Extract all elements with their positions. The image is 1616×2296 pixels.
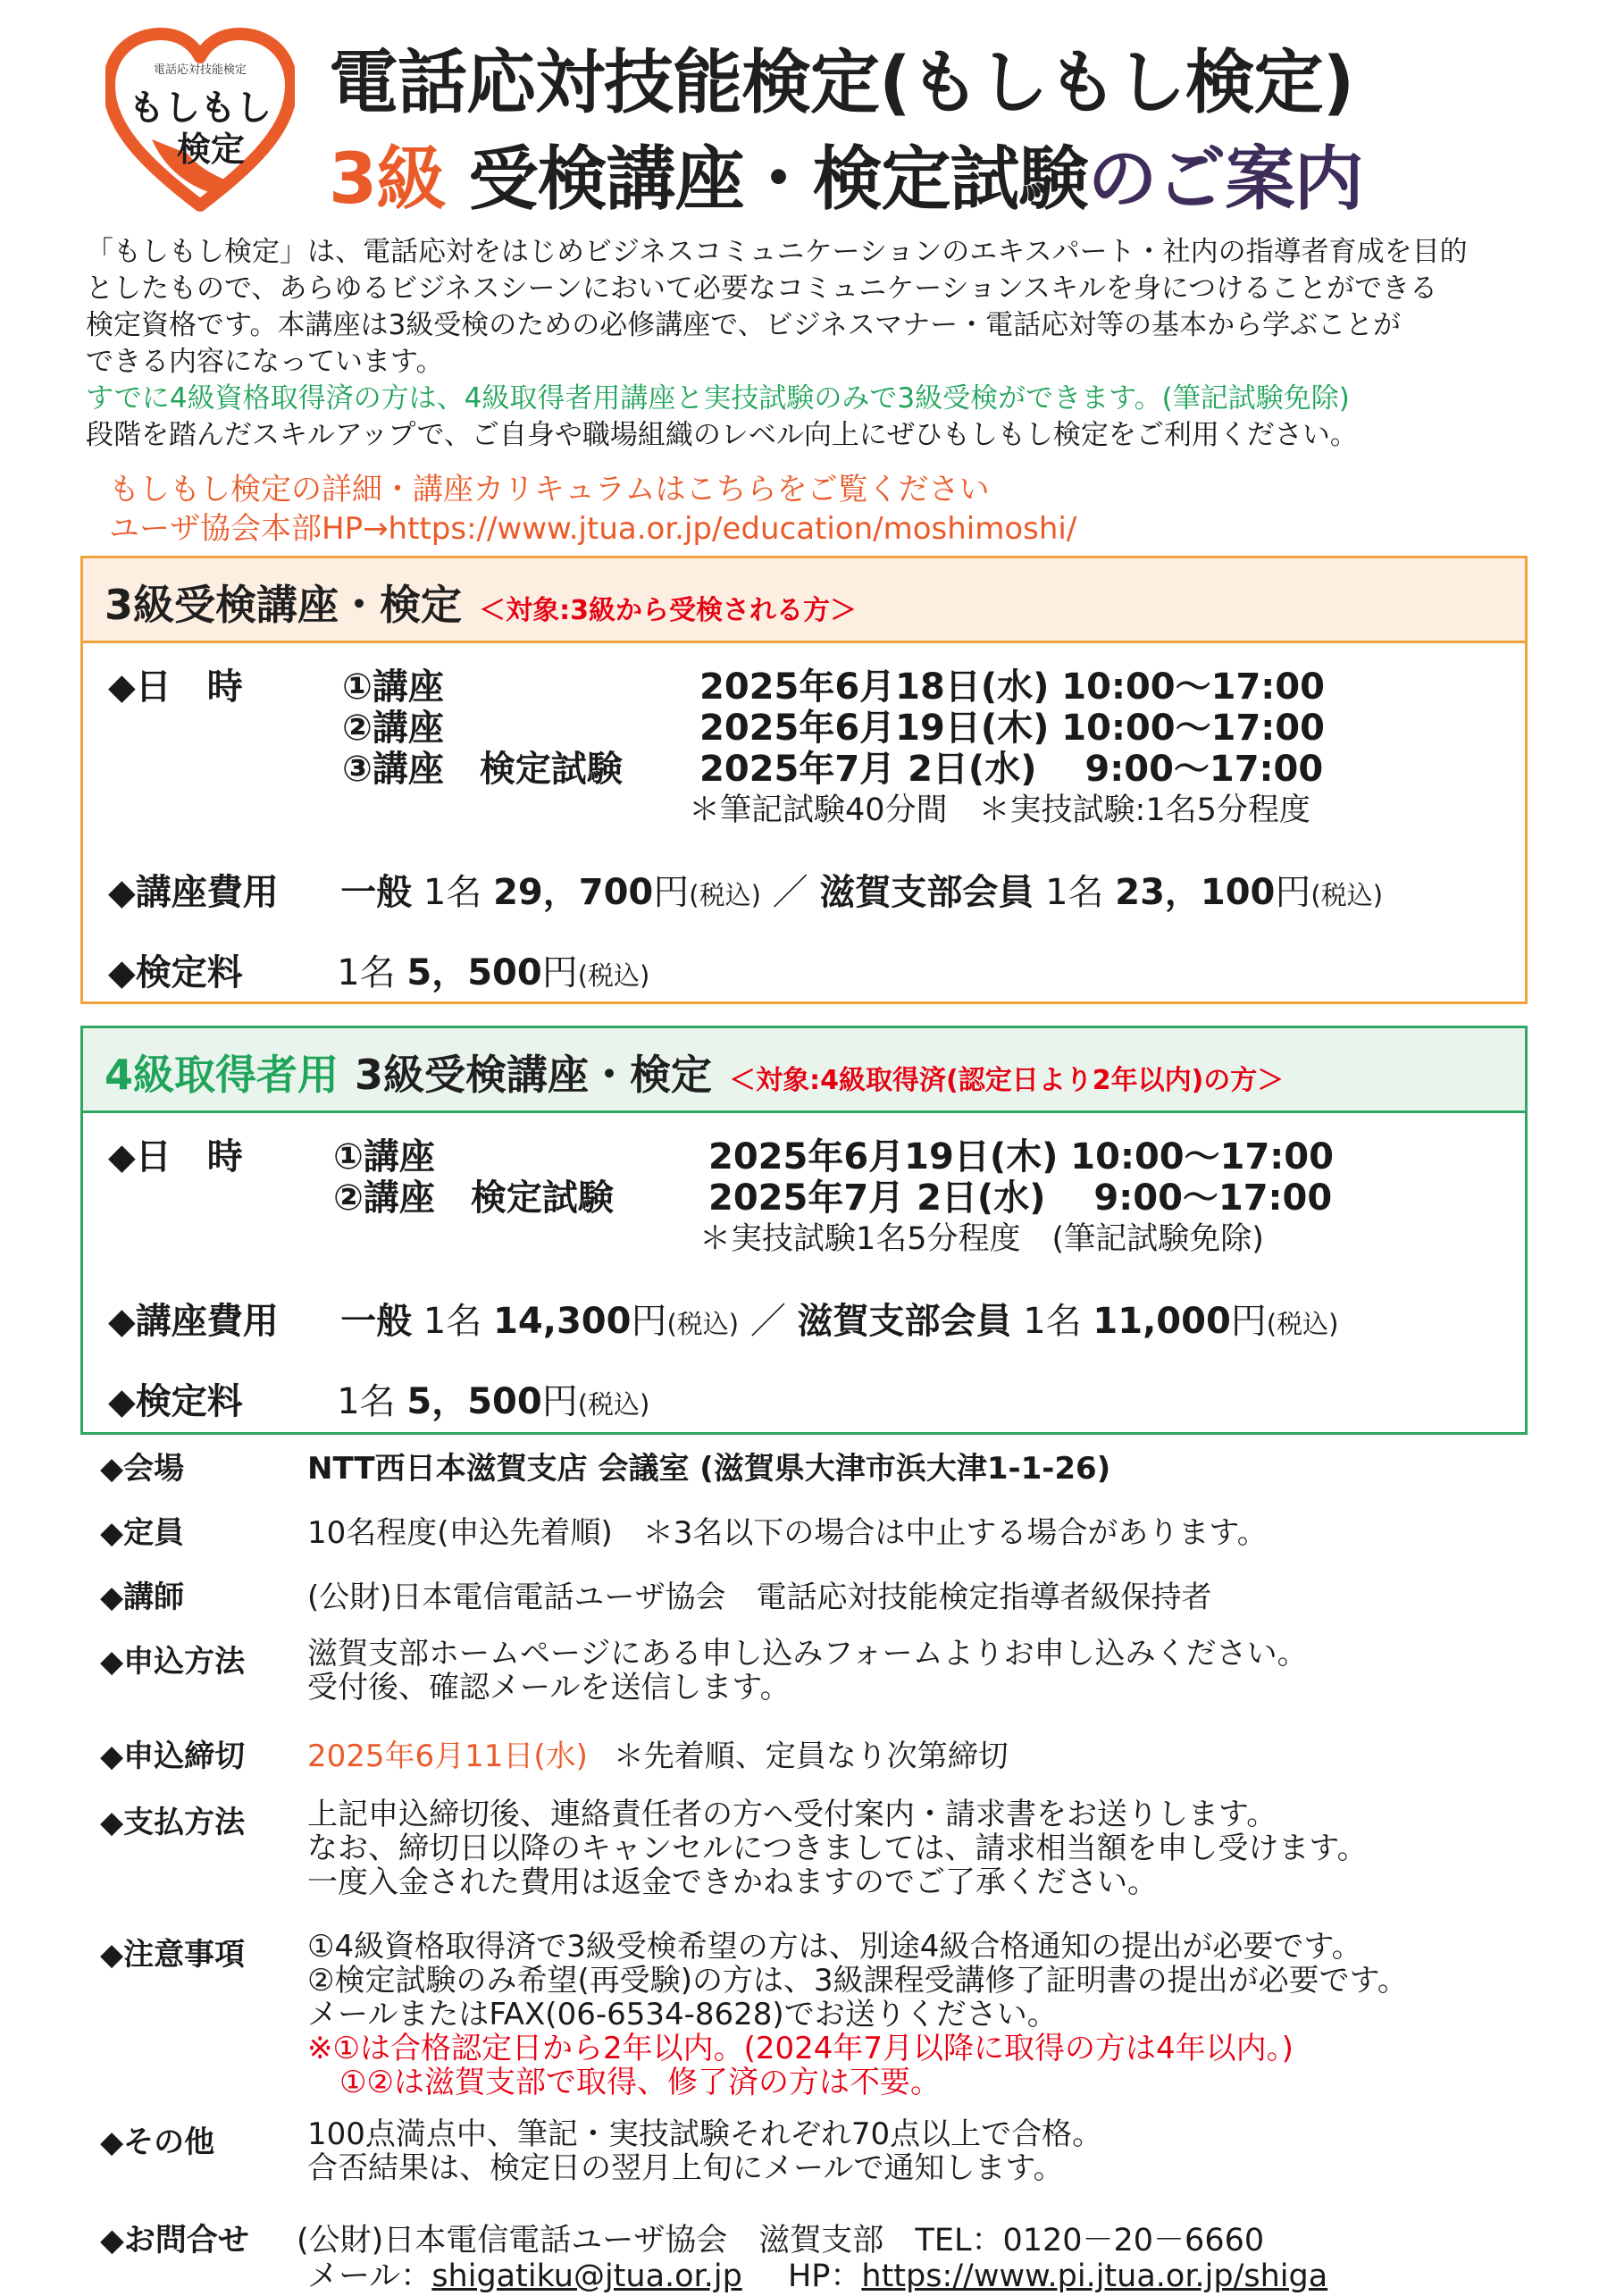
fee-member-count: 1名: [1045, 872, 1104, 913]
notes-line: ②検定試験のみ希望(再受験)の方は、3級課程受講修了証明書の提出が必要です。: [307, 1963, 1408, 1999]
exam-fee-amount: 5，500: [406, 1381, 542, 1422]
contact-mail-link[interactable]: shigatiku@jtua.or.jp: [431, 2258, 742, 2294]
intro-green-line: すでに4級資格取得済の方は、4級取得者用講座と実技試験のみで3級受検ができます。(筆記試験免除): [86, 382, 1350, 415]
fee-member-label: 滋賀支部会員: [819, 872, 1034, 913]
contact-tel: TEL：0120－20－6660: [915, 2223, 1265, 2258]
session-note: ＊実技試験1名5分程度 (筆記試験免除): [699, 1221, 1264, 1257]
fee-general-count: 1名: [423, 1301, 482, 1342]
exam-fee-count: 1名: [337, 1381, 396, 1422]
session-date: 2025年6月19日(木) 10:00～17:00: [699, 708, 1325, 749]
grade4-holder-course-title: 3級受検講座・検定: [355, 1051, 713, 1099]
session-date: 2025年6月19日(木) 10:00～17:00: [708, 1136, 1334, 1177]
contact-hp-link[interactable]: https://www.pi.jtua.or.jp/shiga: [861, 2258, 1328, 2294]
notes-line: メールまたはFAX(06-6534-8628)でお送りください。: [307, 1997, 1058, 2032]
link-caption: もしもし検定の詳細・講座カリキュラムはこちらをご覧ください: [109, 472, 990, 507]
fee-separator: ／: [749, 1301, 786, 1342]
moshimoshi-logo: [105, 27, 295, 216]
exam-fee-row: [108, 944, 649, 995]
grade3-course-box: [80, 556, 1528, 1004]
fee-separator: ／: [772, 872, 808, 913]
link-block: [109, 470, 1076, 549]
fee-label: ◆講座費用: [108, 1301, 279, 1342]
instructor-value: (公財)日本電信電話ユーザ協会 電話応対技能検定指導者級保持者: [307, 1580, 1212, 1615]
intro-text: [86, 234, 1551, 454]
title-main: 受検講座・検定試験: [468, 139, 1088, 220]
fee-row: [108, 864, 1383, 915]
payment-line: なお、締切日以降のキャンセルにつきましては、請求相当額を申し受けます。: [307, 1831, 1368, 1866]
other-label-row: [100, 2117, 307, 2161]
exam-fee-row: [108, 1373, 649, 1424]
intro-line: できる内容になっています。: [86, 346, 444, 378]
apply-line: 滋賀支部ホームページにある申し込みフォームよりお申し込みください。: [307, 1636, 1308, 1672]
logo-small-text: 電話応対技能検定: [153, 63, 247, 77]
other-label: ◆その他: [100, 2124, 215, 2160]
intro-line: としたもので、あらゆるビジネスシーンにおいて必要なコミュニケーションスキルを身につけることができる: [86, 272, 1438, 305]
session-date: 2025年7月 2日(水) 9:00～17:00: [699, 749, 1324, 790]
payment-body: [307, 1797, 1368, 1899]
payment-label-row: [100, 1797, 307, 1841]
title-tail: のご案内: [1087, 139, 1363, 220]
fee-general-label: 一般: [340, 1301, 413, 1342]
apply-body: [307, 1637, 1308, 1705]
venue-row: [100, 1444, 1110, 1487]
payment-line: 上記申込締切後、連絡責任者の方へ受付案内・請求書をお送りします。: [307, 1797, 1277, 1832]
grade4-holder-course-header: [83, 1028, 1525, 1113]
notes-label: ◆注意事項: [100, 1937, 246, 1973]
link-url[interactable]: ユーザ協会本部HP→https://www.jtua.or.jp/education/moshimoshi/: [109, 511, 1077, 547]
yen-unit: 円: [1230, 1301, 1267, 1342]
apply-label: ◆申込方法: [100, 1644, 246, 1680]
tax-note: (税込): [1266, 1309, 1339, 1339]
fee-general-label: 一般: [340, 872, 413, 913]
title-level: 3級: [329, 139, 446, 220]
yen-unit: 円: [541, 1381, 578, 1422]
tax-note: (税込): [689, 880, 761, 910]
capacity-row: [100, 1508, 1268, 1552]
logo-line1: もしもし: [129, 88, 272, 129]
logo-line2: 検定: [176, 130, 246, 169]
fee-member-label: 滋賀支部会員: [797, 1301, 1012, 1342]
capacity-label: ◆定員: [100, 1515, 185, 1551]
grade4-holder-course-target: ＜対象:4級取得済(認定日より2年以内)の方＞: [729, 1065, 1285, 1096]
apply-label-row: [100, 1637, 307, 1680]
instructor-label: ◆講師: [100, 1580, 185, 1615]
exam-fee-amount: 5，500: [406, 952, 542, 993]
grade3-course-header: [83, 558, 1525, 643]
contact-org: (公財)日本電信電話ユーザ協会 滋賀支部: [297, 2223, 884, 2258]
fee-member-count: 1名: [1023, 1301, 1082, 1342]
exam-fee-label: ◆検定料: [108, 1381, 243, 1422]
date-label: ◆日 時: [108, 1136, 243, 1177]
instructor-row: [100, 1572, 1212, 1616]
fee-member-amount: 11,000: [1093, 1301, 1231, 1342]
tax-note: (税込): [1310, 880, 1384, 910]
tax-note: (税込): [577, 960, 650, 991]
contact-row-2: [307, 2251, 1327, 2296]
tax-note: (税込): [666, 1309, 740, 1339]
yen-unit: 円: [631, 1301, 667, 1342]
intro-line: 「もしもし検定」は、電話応対をはじめビジネスコミュニケーションのエキスパート・社内の指導者育成を目的: [86, 236, 1468, 268]
exam-fee-label: ◆検定料: [108, 952, 243, 993]
other-line: 100点満点中、筆記・実技試験それぞれ70点以上で合格。: [307, 2116, 1103, 2152]
grade4-holder-label: 4級取得者用: [105, 1051, 339, 1099]
contact-hp-label: HP：: [787, 2258, 862, 2294]
deadline-row: [100, 1731, 1009, 1775]
fee-general-count: 1名: [423, 872, 482, 913]
fee-label: ◆講座費用: [108, 872, 279, 913]
session-note: ＊筆記試験40分間 ＊実技試験:1名5分程度: [689, 792, 1310, 828]
deadline-label: ◆申込締切: [100, 1739, 246, 1774]
session-name: ②講座 検定試験: [333, 1177, 614, 1219]
venue-label: ◆会場: [100, 1451, 185, 1487]
session-date: 2025年7月 2日(水) 9:00～17:00: [708, 1177, 1333, 1219]
apply-line: 受付後、確認メールを送信します。: [307, 1670, 791, 1705]
other-line: 合否結果は、検定日の翌月上旬にメールで通知します。: [307, 2150, 1064, 2186]
exam-fee-count: 1名: [337, 952, 396, 993]
notes-body: [307, 1930, 1408, 2099]
deadline-date: 2025年6月11日(水): [307, 1739, 588, 1774]
session-name: ③講座 検定試験: [342, 749, 623, 790]
intro-line: 検定資格です。本講座は3級受検のための必修講座で、ビジネスマナー・電話応対等の基本から学ぶことが: [86, 309, 1402, 341]
yen-unit: 円: [1275, 872, 1311, 913]
session-name: ①講座: [342, 666, 444, 708]
grade3-course-target: ＜対象:3級から受検される方＞: [479, 595, 857, 626]
session-name: ②講座: [342, 708, 444, 749]
page-title-line1: 電話応対技能検定(もしもし検定): [329, 43, 1354, 123]
deadline-note: ＊先着順、定員なり次第締切: [613, 1739, 1009, 1774]
grade3-course-title: 3級受検講座・検定: [105, 581, 463, 629]
notes-label-row: [100, 1930, 307, 1973]
intro-last-line: 段階を踏んだスキルアップで、ご自身や職場組織のレベル向上にぜひもしもし検定をご利用ください。: [86, 419, 1358, 451]
grade4-holder-course-box: [80, 1026, 1528, 1435]
fee-row: [108, 1293, 1338, 1344]
other-body: [307, 2117, 1102, 2185]
contact-mail-label: メール：: [307, 2258, 432, 2294]
date-label: ◆日 時: [108, 666, 243, 708]
capacity-value: 10名程度(申込先着順) ＊3名以下の場合は中止する場合があります。: [307, 1515, 1268, 1551]
payment-line: 一度入金された費用は返金できかねますのでご了承ください。: [307, 1864, 1158, 1900]
session-date: 2025年6月18日(水) 10:00～17:00: [699, 666, 1325, 708]
contact-label: ◆お問合せ: [100, 2223, 249, 2258]
yen-unit: 円: [541, 952, 578, 993]
notes-line: ①4級資格取得済で3級受検希望の方は、別途4級合格通知の提出が必要です。: [307, 1929, 1362, 1965]
fee-general-amount: 29，700: [493, 872, 654, 913]
session-name: ①講座: [333, 1136, 435, 1177]
notes-red-line: ①②は滋賀支部で取得、修了済の方は不要。: [339, 2065, 941, 2100]
venue-value: NTT西日本滋賀支店 会議室 (滋賀県大津市浜大津1-1-26): [307, 1451, 1111, 1487]
payment-label: ◆支払方法: [100, 1805, 246, 1840]
fee-general-amount: 14,300: [493, 1301, 632, 1342]
tax-note: (税込): [577, 1389, 650, 1420]
yen-unit: 円: [653, 872, 690, 913]
fee-member-amount: 23，100: [1115, 872, 1276, 913]
page-title-line2: [329, 123, 1362, 223]
notes-red-line: ※①は合格認定日から2年以内。(2024年7月以降に取得の方は4年以内。): [307, 2031, 1294, 2066]
